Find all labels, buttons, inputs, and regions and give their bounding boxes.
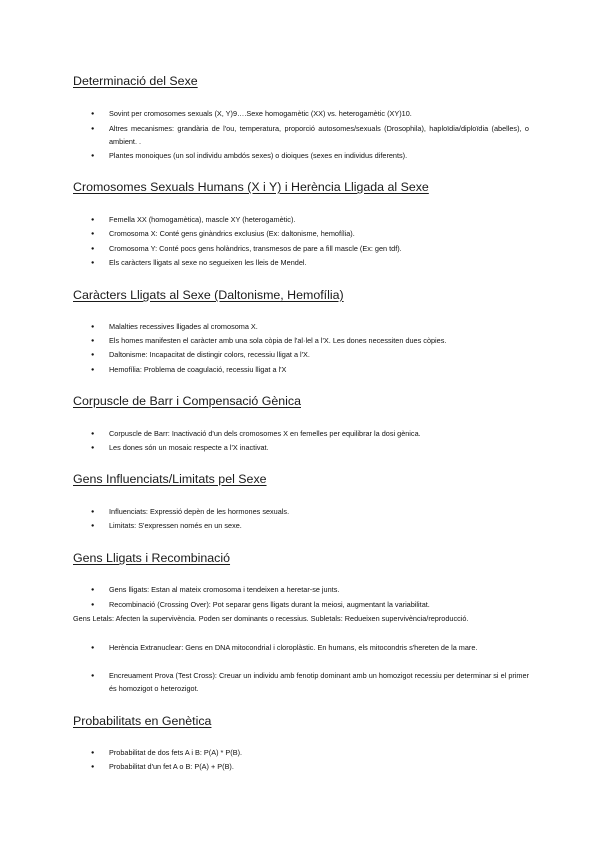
list-item: ● Hemofília: Problema de coagulació, recessiu lligat a l'X	[109, 364, 529, 377]
list-item: ● Femella XX (homogamètica), mascle XY (heterogamètic).	[109, 214, 529, 227]
list-item: ● Les dones són un mosaic respecte a l'X inactivat.	[109, 442, 529, 455]
section-heading-cromosomes: Cromosomes Sexuals Humans (X i Y) i Herència Lligada al Sexe	[73, 180, 429, 194]
section-heading-corpuscle: Corpuscle de Barr i Compensació Gènica	[73, 394, 301, 408]
list-item: ● Herència Extranuclear: Gens en DNA mitocondrial i cloroplàstic. En humans, els mitocondris s'hereten de la mare.	[109, 642, 529, 655]
list-item: ● Corpuscle de Barr: Inactivació d'un dels cromosomes X en femelles per equilibrar la dosi gènica.	[109, 428, 529, 441]
list-item: ● Cromosoma X: Conté gens ginàndrics exclusius (Ex: daltonisme, hemofília).	[109, 228, 529, 241]
list-item: ● Cromosoma Y: Conté pocs gens holàndrics, transmesos de pare a fill mascle (Ex: gen tdf).	[109, 243, 529, 256]
section-heading-determinacio: Determinació del Sexe	[73, 74, 198, 88]
section-heading-caracters: Caràcters Lligats al Sexe (Daltonisme, Hemofília)	[73, 288, 344, 302]
list-item: ● Els homes manifesten el caràcter amb una sola còpia de l'al·lel a l'X. Les dones necessiten dues còpies.	[109, 335, 529, 348]
list-item: ● Daltonisme: Incapacitat de distingir colors, recessiu lligat a l'X.	[109, 349, 529, 362]
section-heading-gens-influenciats: Gens Influenciats/Limitats pel Sexe	[73, 472, 267, 486]
section-heading-probabilitats: Probabilitats en Genètica	[73, 714, 212, 728]
section-heading-gens-lligats: Gens Lligats i Recombinació	[73, 551, 231, 565]
list-item: ● Sovint per cromosomes sexuals (X, Y)9….Sexe homogamètic (XX) vs. heterogamètic (XY)10.	[109, 108, 529, 121]
list-item: ● Els caràcters lligats al sexe no segueixen les lleis de Mendel.	[109, 257, 529, 270]
list-item: ● Probabilitat de dos fets A i B: P(A) * P(B).	[109, 747, 529, 760]
list-item: ● Influenciats: Expressió depèn de les hormones sexuals.	[109, 506, 529, 519]
list-item: ● Encreuament Prova (Test Cross): Creuar un individu amb fenotip dominant amb un homozigot recessiu per determinar si el primer és homozigot o heterozigot.	[109, 670, 529, 695]
list-item: ● Gens lligats: Estan al mateix cromosoma i tendeixen a heretar-se junts.	[109, 584, 529, 597]
list-item: ● Altres mecanismes: grandària de l'ou, temperatura, proporció autosomes/sexuals (Drosophila), haploïdia/diploïdia (abelles), o ambient. .	[109, 123, 529, 148]
list-item: ● Probabilitat d'un fet A o B: P(A) + P(B).	[109, 761, 529, 774]
list-item: ● Malalties recessives lligades al cromosoma X.	[109, 321, 529, 334]
list-item: ● Limitats: S'expressen només en un sexe.	[109, 520, 529, 533]
list-item: ● Plantes monoiques (un sol individu ambdós sexes) o dioiques (sexes en individus diferents).	[109, 150, 529, 163]
list-item: ● Recombinació (Crossing Over): Pot separar gens lligats durant la meiosi, augmentant la variabilitat.	[109, 599, 529, 612]
paragraph-gens-letals: Gens Letals: Afecten la supervivència. Poden ser dominants o recessius. Subletals: Redueixen supervivència/reproducció.	[73, 614, 469, 623]
